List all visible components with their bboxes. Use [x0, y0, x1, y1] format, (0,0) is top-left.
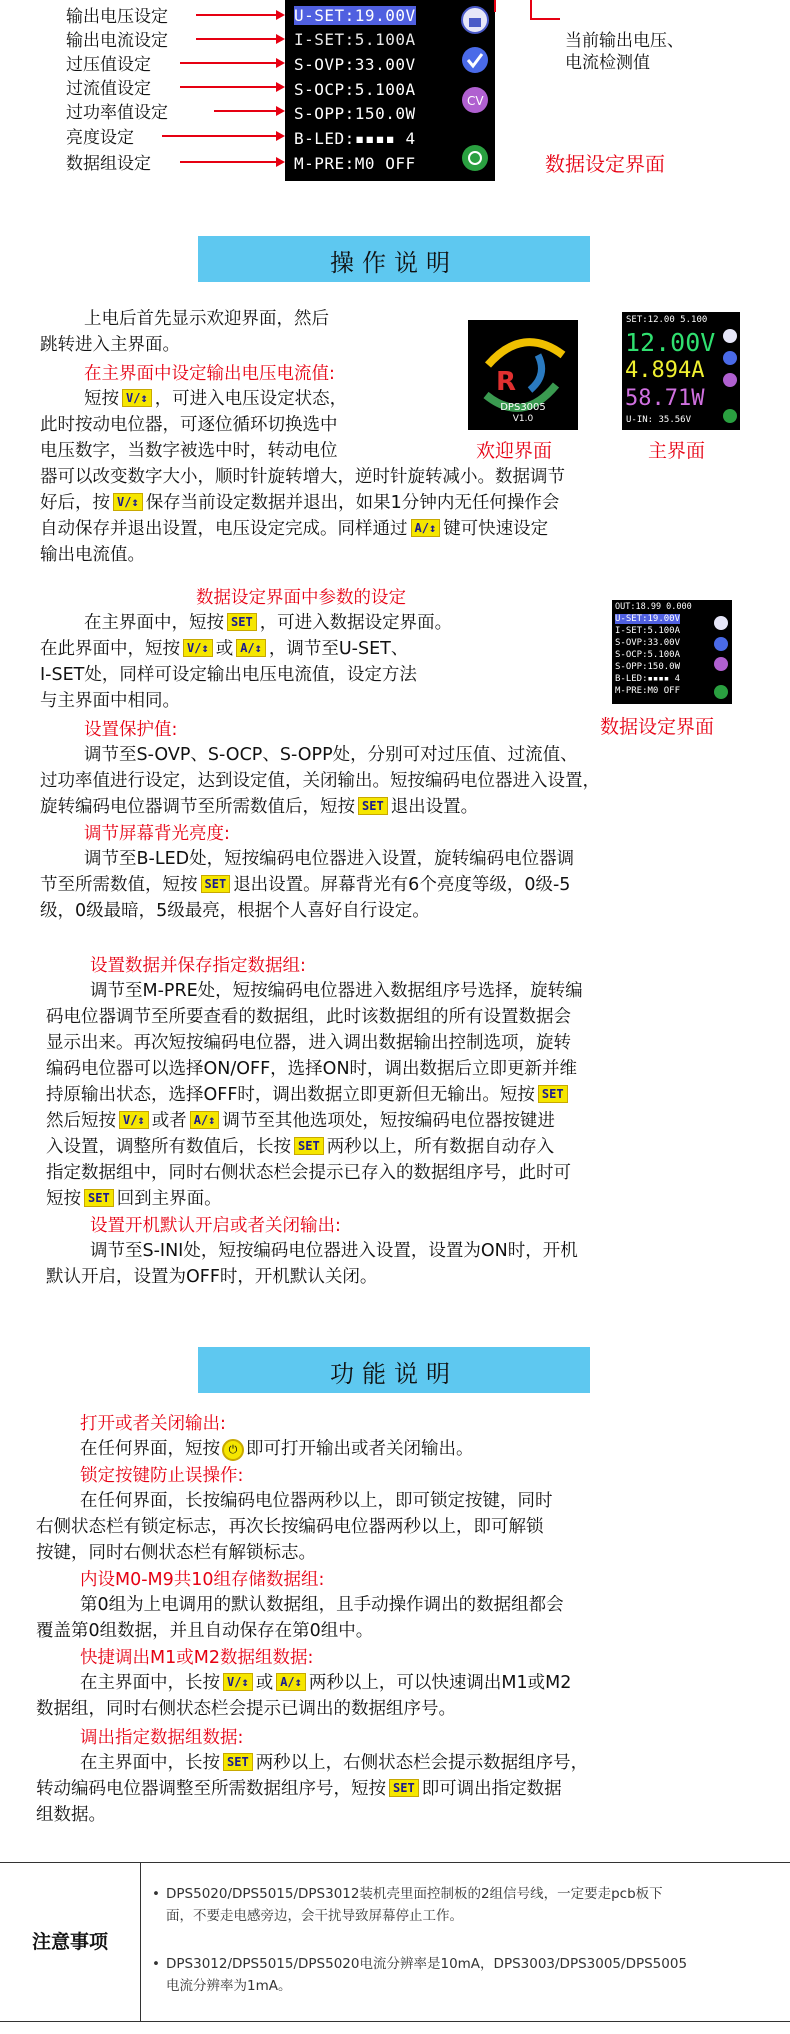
- aa-key-icon: A/↕: [190, 1111, 220, 1129]
- screen-row-uset: U-SET:19.00V: [294, 6, 416, 25]
- screen-side-panel: [455, 0, 495, 181]
- text: 在主界面中，长按: [80, 1673, 220, 1693]
- p5-line: [46, 1108, 555, 1134]
- small-row: I-SET:5.100A: [615, 626, 681, 636]
- text: 节至所需数值，短按: [40, 875, 198, 895]
- leader-line: [180, 62, 276, 64]
- label-ovp-set: 过压值设定: [66, 55, 151, 75]
- p1-line: [40, 516, 548, 542]
- text: 在主界面中，短按: [84, 613, 224, 633]
- screen-row-opp: S-OPP:150.0W: [294, 104, 416, 123]
- f3-line: 覆盖第0组数据，并且自动保存在第0组中。: [36, 1621, 374, 1641]
- notice-box: [0, 1862, 790, 2022]
- text: 好后，按: [40, 493, 110, 513]
- small-row: S-OCP:5.100A: [615, 650, 681, 660]
- main-voltage: 12.00V: [625, 328, 716, 357]
- text: 退出设置。: [390, 797, 479, 817]
- notice-item: [166, 1953, 687, 1997]
- arrow-icon: [276, 58, 285, 68]
- side-note-line: 当前输出电压、: [565, 31, 684, 51]
- p3-line: 过功率值进行设定，达到设定值，关闭输出。短按编码电位器进入设置，: [40, 771, 600, 791]
- pointer-line: [530, 0, 532, 20]
- heading-quick-recall: 快捷调出M1或M2数据组数据:: [80, 1648, 314, 1668]
- text: ，可进入数据设定界面。: [259, 613, 453, 633]
- f5-line: [80, 1750, 588, 1776]
- p3-line: 调节至S-OVP、S-OCP、S-OPP处，分别可对过压值、过流值、: [84, 745, 578, 765]
- intro-line: 上电后首先显示欢迎界面，然后: [84, 309, 329, 329]
- function-title: 功能说明: [330, 1360, 458, 1388]
- notice-text: 面，不要走电感旁边，会干扰导致屏幕停止工作。: [166, 1908, 463, 1924]
- svg-text:R: R: [496, 367, 517, 397]
- main-uin: U-IN: 35.56V: [626, 415, 692, 425]
- p3-line: [40, 794, 478, 820]
- text: 退出设置。屏幕背光有6个亮度等级，0级-5: [233, 875, 571, 895]
- aa-key-icon: A/↕: [411, 519, 441, 537]
- p5-line: 显示出来。再次短按编码电位器，进入调出数据输出控制选项，旋转: [46, 1033, 571, 1053]
- set-key-icon: SET: [84, 1189, 114, 1207]
- label-brightness-set: 亮度设定: [66, 128, 134, 148]
- notice-text: • DPS3012/DPS5015/DPS5020电流分辨率是10mA，DPS3003/DPS3005/DPS5005: [166, 1956, 688, 1972]
- p4-line: [40, 872, 570, 898]
- text: 旋转编码电位器调节至所需数值后，短按: [40, 797, 355, 817]
- label-opp-set: 过功率值设定: [66, 103, 168, 123]
- intro-line: 跳转进入主界面。: [40, 335, 180, 355]
- heading-key-lock: 锁定按键防止误操作:: [80, 1466, 244, 1486]
- f2-line: 在任何界面，长按编码电位器两秒以上，即可锁定按键，同时: [80, 1491, 553, 1511]
- p1-line: [84, 386, 347, 412]
- text: 调节至其他选项处，短按编码电位器按键进: [222, 1111, 555, 1131]
- p2-line: 与主界面中相同。: [40, 691, 180, 711]
- main-caption: 主界面: [648, 440, 706, 462]
- text: 然后短按: [46, 1111, 116, 1131]
- f3-line: 第0组为上电调用的默认数据组，且手动操作调出的数据组都会: [80, 1595, 564, 1615]
- text: 在任何界面，短按: [80, 1439, 220, 1459]
- heading-data-settings: 数据设定界面中参数的设定: [196, 588, 406, 608]
- text: 在此界面中，短按: [40, 639, 180, 659]
- text: 在主界面中，长按: [80, 1753, 220, 1773]
- side-note-line: 电流检测值: [565, 53, 650, 73]
- notice-left: [0, 1863, 141, 2021]
- arrow-icon: [276, 157, 285, 167]
- text: ，可进入电压设定状态，: [154, 389, 348, 409]
- main-current: 4.894A: [625, 358, 705, 383]
- text: 或者: [151, 1111, 187, 1131]
- heading-set-voltage: 在主界面中设定输出电压电流值:: [84, 364, 335, 384]
- p1-line: 输出电流值。: [40, 545, 145, 565]
- pointer-line: [494, 0, 496, 12]
- f4-line: [80, 1670, 571, 1696]
- text: 键可快速设定: [443, 519, 549, 539]
- heading-backlight: 调节屏幕背光亮度:: [84, 824, 230, 844]
- welcome-version: V1.0: [512, 414, 534, 424]
- pointer-line: [530, 18, 560, 20]
- operation-title: 操作说明: [330, 249, 458, 277]
- text: 回到主界面。: [116, 1189, 222, 1209]
- heading-power-default: 设置开机默认开启或者关闭输出:: [90, 1216, 341, 1236]
- arrow-icon: [276, 82, 285, 92]
- p1-line: [40, 490, 559, 516]
- heading-recall-group: 调出指定数据组数据:: [80, 1728, 244, 1748]
- label-voltage-set: 输出电压设定: [66, 7, 168, 27]
- text: 或: [255, 1673, 274, 1693]
- set-key-icon: SET: [294, 1137, 324, 1155]
- p5-line: 调节至M-PRE处，短按编码电位器进入数据组序号选择，旋转编: [90, 981, 583, 1001]
- p4-line: 级，0级最暗，5级最亮，根据个人喜好自行设定。: [40, 901, 430, 921]
- main-top: SET:12.00 5.100: [626, 315, 708, 325]
- p5-line: [46, 1082, 571, 1108]
- va-key-icon: V/↕: [223, 1673, 253, 1691]
- set-key-icon: SET: [389, 1779, 419, 1797]
- p1-line: 器可以改变数字大小，顺时针旋转增大，逆时针旋转减小。数据调节: [40, 467, 565, 487]
- text: 两秒以上，右侧状态栏会提示数据组序号，: [255, 1753, 589, 1773]
- main-screen-image: [622, 312, 740, 430]
- text: 自动保存并退出设置，电压设定完成。同样通过: [40, 519, 408, 539]
- function-band-bg: [198, 1347, 590, 1393]
- f2-line: 右侧状态栏有锁定标志，再次长按编码电位器两秒以上，即可解锁: [36, 1517, 544, 1537]
- small-settings-screen: [612, 600, 732, 704]
- small-row: B-LED:▪▪▪▪ 4: [615, 674, 681, 684]
- text: 短按: [46, 1189, 81, 1209]
- set-key-icon: SET: [538, 1085, 568, 1103]
- small-row: M-PRE:M0 OFF: [615, 686, 681, 696]
- p6-line: 调节至S-INI处，短按编码电位器进入设置，设置为ON时，开机: [90, 1241, 578, 1261]
- text: 即可打开输出或者关闭输出。: [246, 1439, 474, 1459]
- text: 短按: [84, 389, 119, 409]
- text: 两秒以上，可以快速调出M1或M2: [308, 1673, 572, 1693]
- notice-text: 电流分辨率为1mA。: [166, 1978, 292, 1994]
- cv-text-icon: CV: [467, 94, 484, 108]
- leader-line: [196, 38, 276, 40]
- screen-row-led: B-LED:▪▪▪▪ 4: [294, 129, 416, 148]
- va-key-icon: V/↕: [122, 389, 152, 407]
- text: 持原输出状态，选择OFF时，调出数据立即更新但无输出。短按: [46, 1085, 535, 1105]
- welcome-model: DPS3005: [500, 402, 546, 413]
- heading-output-toggle: 打开或者关闭输出:: [80, 1414, 226, 1434]
- function-band: [0, 1347, 790, 1393]
- small-screen-caption: 数据设定界面: [600, 716, 715, 738]
- arrow-icon: [276, 131, 285, 141]
- heading-save-group: 设置数据并保存指定数据组:: [90, 956, 306, 976]
- welcome-screen-image: [468, 320, 578, 430]
- text: 转动编码电位器调整至所需数据组序号，短按: [36, 1779, 386, 1799]
- text: ，调节至U-SET、: [268, 639, 409, 659]
- small-status-icons: [712, 614, 730, 702]
- p6-line: 默认开启，设置为OFF时，开机默认关闭。: [46, 1267, 378, 1287]
- va-key-icon: V/↕: [119, 1111, 149, 1129]
- power-status-icon: [462, 145, 488, 171]
- p5-line: 指定数据组中，同时右侧状态栏会提示已存入的数据组序号，此时可: [46, 1163, 571, 1183]
- screen-row-ocp: S-OCP:5.100A: [294, 80, 416, 99]
- notice-item: [166, 1883, 663, 1927]
- screen-row-iset: I-SET:5.100A: [294, 30, 416, 49]
- device-screen: [285, 0, 455, 181]
- set-key-icon: SET: [358, 797, 388, 815]
- screen-row-ovp: S-OVP:33.00V: [294, 55, 416, 74]
- label-datagroup-set: 数据组设定: [66, 154, 151, 174]
- notice-title: 注意事项: [31, 1931, 108, 1953]
- label-current-set: 输出电流设定: [66, 31, 168, 51]
- f4-line: 数据组，同时右侧状态栏会提示已调出的数据组序号。: [36, 1699, 456, 1719]
- leader-line: [180, 86, 276, 88]
- small-row: S-OPP:150.0W: [615, 662, 681, 672]
- lock-body-icon: [469, 18, 481, 27]
- p5-line: 码电位器调节至所要查看的数据组，此时该数据组的所有设置数据会: [46, 1007, 571, 1027]
- heading-memory-groups: 内设M0-M9共10组存储数据组:: [80, 1570, 325, 1590]
- small-row: S-OVP:33.00V: [615, 638, 681, 648]
- small-row: U-SET:19.00V: [615, 614, 681, 624]
- p4-line: 调节至B-LED处，短按编码电位器进入设置，旋转编码电位器调: [84, 849, 575, 869]
- text: 或: [215, 639, 234, 659]
- aa-key-icon: A/↕: [236, 639, 266, 657]
- f2-line: 按键，同时右侧状态栏有解锁标志。: [36, 1543, 316, 1563]
- p2-line: I-SET处，同样可设定输出电压电流值，设定方法: [40, 665, 417, 685]
- main-status-icons: [722, 328, 738, 428]
- leader-line: [214, 110, 276, 112]
- leader-line: [196, 14, 276, 16]
- va-key-icon: V/↕: [113, 493, 143, 511]
- text: 入设置，调整所有数值后，长按: [46, 1137, 291, 1157]
- diagram-caption: 数据设定界面: [545, 152, 665, 176]
- text: 保存当前设定数据并退出，如果1分钟内无任何操作会: [145, 493, 560, 513]
- small-top: OUT:18.99 0.000: [615, 602, 692, 612]
- arrow-icon: [276, 34, 285, 44]
- leader-line: [180, 161, 276, 163]
- aa-key-icon: A/↕: [276, 1673, 306, 1691]
- label-ocp-set: 过流值设定: [66, 79, 151, 99]
- p1-line: 电压数字，当数字被选中时，转动电位: [40, 441, 338, 461]
- notice-text: • DPS5020/DPS5015/DPS3012装机壳里面控制板的2组信号线，一定要走pcb板下: [166, 1886, 663, 1902]
- set-key-icon: SET: [201, 875, 231, 893]
- text: 两秒以上，所有数据自动存入: [326, 1137, 555, 1157]
- p5-line: 编码电位器可以选择ON/OFF，选择ON时，调出数据后立即更新并维: [46, 1059, 578, 1079]
- operation-band-bg: [198, 236, 590, 282]
- p2-line: [84, 610, 452, 636]
- screen-row-mpre: M-PRE:M0 OFF: [294, 154, 416, 173]
- status-icons: [455, 0, 495, 181]
- va-key-icon: V/↕: [183, 639, 213, 657]
- p5-line: [46, 1186, 222, 1212]
- main-power: 58.71W: [625, 386, 705, 411]
- f5-line: 组数据。: [36, 1805, 106, 1825]
- p5-line: [46, 1134, 554, 1160]
- arrow-icon: [276, 106, 285, 116]
- arrow-icon: [276, 10, 285, 20]
- p1-line: 此时按动电位器，可逐位循环切换选中: [40, 415, 338, 435]
- side-note: [565, 30, 684, 74]
- leader-line: [162, 135, 276, 137]
- text: 即可调出指定数据: [421, 1779, 562, 1799]
- welcome-caption: 欢迎界面: [476, 440, 553, 462]
- check-icon: [462, 47, 488, 73]
- p2-line: [40, 636, 408, 662]
- heading-protection: 设置保护值:: [84, 720, 178, 740]
- f1-line: [80, 1436, 474, 1462]
- operation-band: [0, 236, 790, 282]
- f5-line: [36, 1776, 562, 1802]
- power-key-icon: ⏻: [222, 1439, 244, 1461]
- set-key-icon: SET: [227, 613, 257, 631]
- set-key-icon: SET: [223, 1753, 253, 1771]
